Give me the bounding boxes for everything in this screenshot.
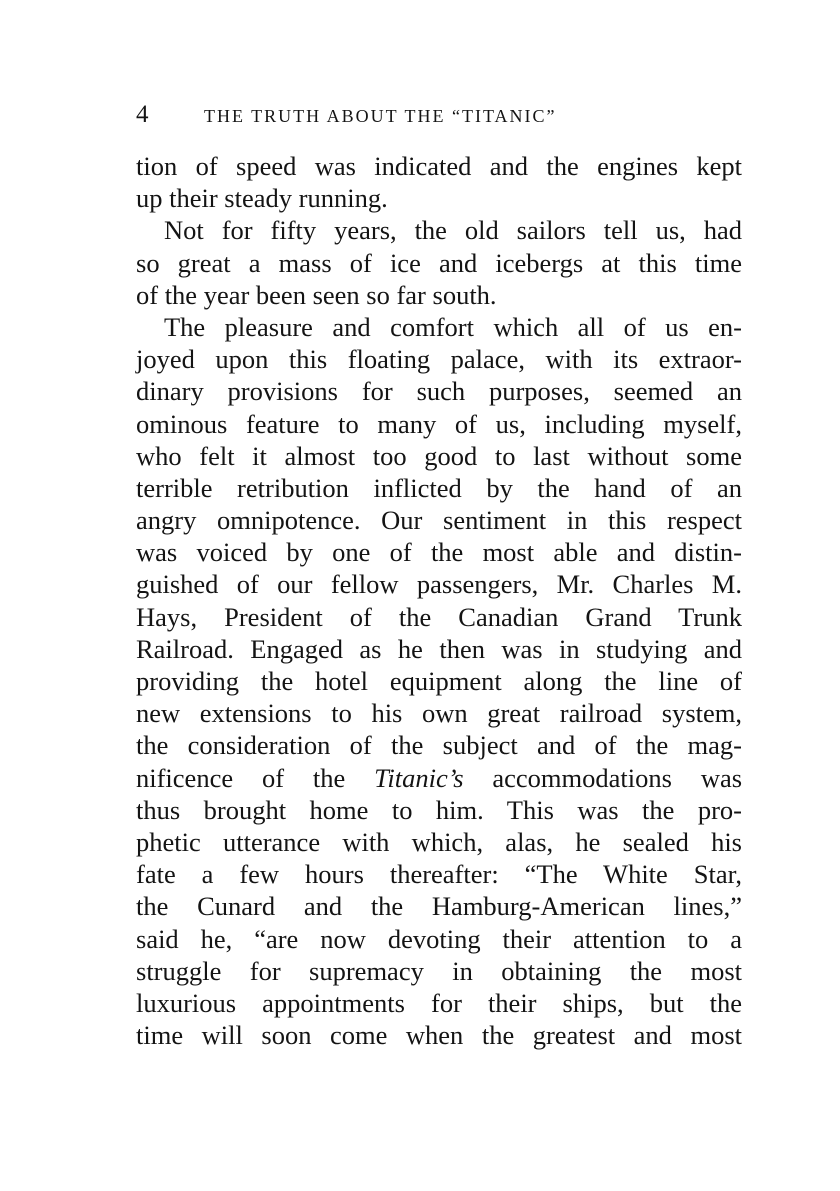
text-segment: accommodations was bbox=[492, 762, 743, 793]
text-line: the Cunard and the Hamburg-American lines,” bbox=[136, 891, 742, 922]
text-line: time will soon come when the greatest and most bbox=[136, 1020, 742, 1051]
running-title: THE TRUTH ABOUT THE “TITANIC” bbox=[204, 106, 557, 126]
text-line: angry omnipotence. Our sentiment in this respect bbox=[136, 505, 742, 536]
text-line: Not for fifty years, the old sailors tell us, had bbox=[164, 215, 742, 246]
text-line: terrible retribution inflicted by the hand of an bbox=[136, 472, 742, 503]
text-line: fate a few hours thereafter: “The White Star, bbox=[136, 859, 742, 890]
text-line: Hays, President of the Canadian Grand Trunk bbox=[136, 601, 742, 632]
body-text bbox=[136, 150, 742, 1051]
page-number: 4 bbox=[136, 101, 149, 128]
text-line: ominous feature to many of us, including myself, bbox=[136, 408, 742, 439]
text-line: the consideration of the subject and of the mag- bbox=[136, 730, 742, 761]
text-line: thus brought home to him. This was the pro- bbox=[136, 794, 742, 825]
text-line: The pleasure and comfort which all of us en- bbox=[164, 311, 742, 342]
text-line: providing the hotel equipment along the line of bbox=[136, 666, 742, 696]
text-line: phetic utterance with which, alas, he sealed his bbox=[136, 826, 742, 857]
running-head bbox=[136, 95, 742, 135]
text-line: guished of our fellow passengers, Mr. Charles M. bbox=[136, 569, 742, 600]
italic-ship-name: Titanic’s bbox=[374, 762, 464, 793]
text-line: said he, “are now devoting their attention to a bbox=[136, 923, 742, 954]
text-line: tion of speed was indicated and the engines kept bbox=[136, 151, 742, 181]
text-line: up their steady running. bbox=[136, 183, 388, 214]
text-line: dinary provisions for such purposes, seemed an bbox=[136, 376, 742, 407]
text-line: luxurious appointments for their ships, but the bbox=[136, 987, 742, 1018]
text-line: new extensions to his own great railroad system, bbox=[136, 698, 742, 729]
text-line-with-italic bbox=[136, 762, 742, 794]
text-line: was voiced by one of the most able and distin- bbox=[136, 537, 742, 568]
text-line: who felt it almost too good to last without some bbox=[136, 440, 742, 471]
text-line: joyed upon this floating palace, with its extraor- bbox=[136, 344, 742, 375]
text-segment: nificence of the bbox=[136, 762, 346, 793]
text-line: Railroad. Engaged as he then was in studying and bbox=[136, 633, 742, 664]
text-line: struggle for supremacy in obtaining the most bbox=[136, 955, 742, 986]
text-line: so great a mass of ice and icebergs at this time bbox=[136, 247, 742, 278]
text-line: of the year been seen so far south. bbox=[136, 279, 497, 310]
